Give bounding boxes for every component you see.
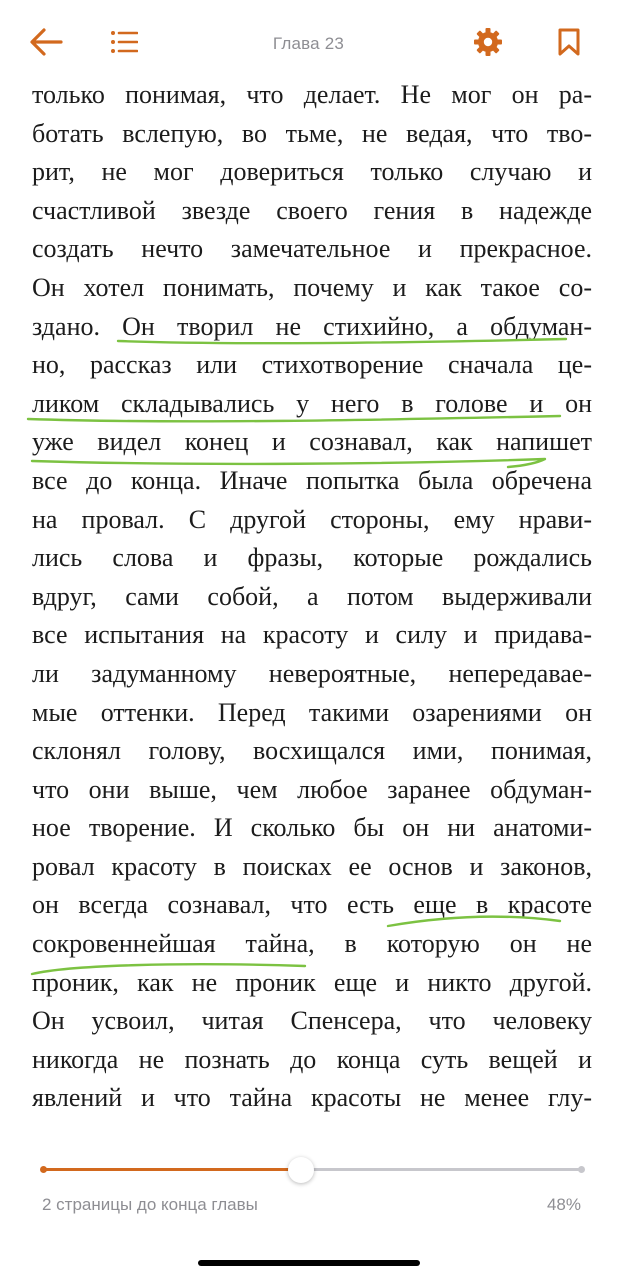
reader-toolbar [0, 0, 617, 80]
text-line: ботать вслепую, во тьме, не ведая, что тво- [32, 118, 592, 148]
progress-end-dot [578, 1166, 585, 1173]
text-line: никогда не познать до конца суть вещей и [32, 1044, 592, 1074]
text-line: уже видел конец и сознавал, как напишет [32, 427, 592, 457]
text-line: проник, как не проник еще и никто другой. [32, 967, 592, 997]
text-line: он всегда сознавал, что есть еще в красоте [32, 890, 592, 920]
text-line: ли задуманному невероятные, непередавае- [32, 658, 592, 688]
text-line: явлений и что тайна красоты не менее глу- [32, 1083, 592, 1113]
text-line: здано. Он творил не стихийно, а обдуман- [32, 311, 592, 341]
text-line: на провал. С другой стороны, ему нрави- [32, 504, 592, 534]
text-line: что они выше, чем любое заранее обдуман- [32, 774, 592, 804]
text-line: вдруг, сами собой, а потом выдерживали [32, 581, 592, 611]
progress-fill [42, 1168, 301, 1171]
progress-percent: 48% [546, 1195, 581, 1214]
reading-progress-slider[interactable] [42, 1150, 582, 1190]
text-line: сокровеннейшая тайна, в которую он не [32, 929, 592, 959]
text-line: только понимая, что делает. Не мог он ра- [32, 80, 592, 109]
bookmark-button[interactable] [549, 22, 589, 62]
pages-left-label: 2 страницы до конца главы [42, 1195, 258, 1214]
bookmark-icon [557, 28, 581, 56]
text-line: ликом складывались у него в голове и он [32, 388, 592, 418]
text-line: но, рассказ или стихотворение сначала це- [32, 350, 592, 380]
text-line: счастливой звезде своего гения в надежде [32, 195, 592, 225]
home-indicator[interactable] [198, 1260, 420, 1266]
text-line: лись слова и фразы, которые рождались [32, 543, 592, 573]
text-line: Он хотел понимать, почему и как такое со- [32, 272, 592, 302]
text-line: ное творение. И сколько бы он ни анатоми- [32, 813, 592, 843]
text-line: рит, не мог довериться только случаю и [32, 157, 592, 187]
text-line: все испытания на красоту и силу и придава- [32, 620, 592, 650]
progress-start-dot [40, 1166, 47, 1173]
text-line: все до конца. Иначе попытка была обречена [32, 465, 592, 495]
book-text [32, 76, 592, 1118]
settings-button[interactable] [468, 22, 508, 62]
gear-icon [473, 27, 503, 57]
text-line: склонял голову, восхищался ими, понимая, [32, 736, 592, 766]
text-line: мые оттенки. Перед такими озарениями он [32, 697, 592, 727]
progress-thumb[interactable] [288, 1157, 314, 1183]
text-line: создать нечто замечательное и прекрасное. [32, 234, 592, 264]
text-line: ровал красоту в поисках ее основ и законов, [32, 851, 592, 881]
chapter-title: Глава 23 [272, 34, 345, 53]
text-line: Он усвоил, читая Спенсера, что человеку [32, 1006, 592, 1036]
